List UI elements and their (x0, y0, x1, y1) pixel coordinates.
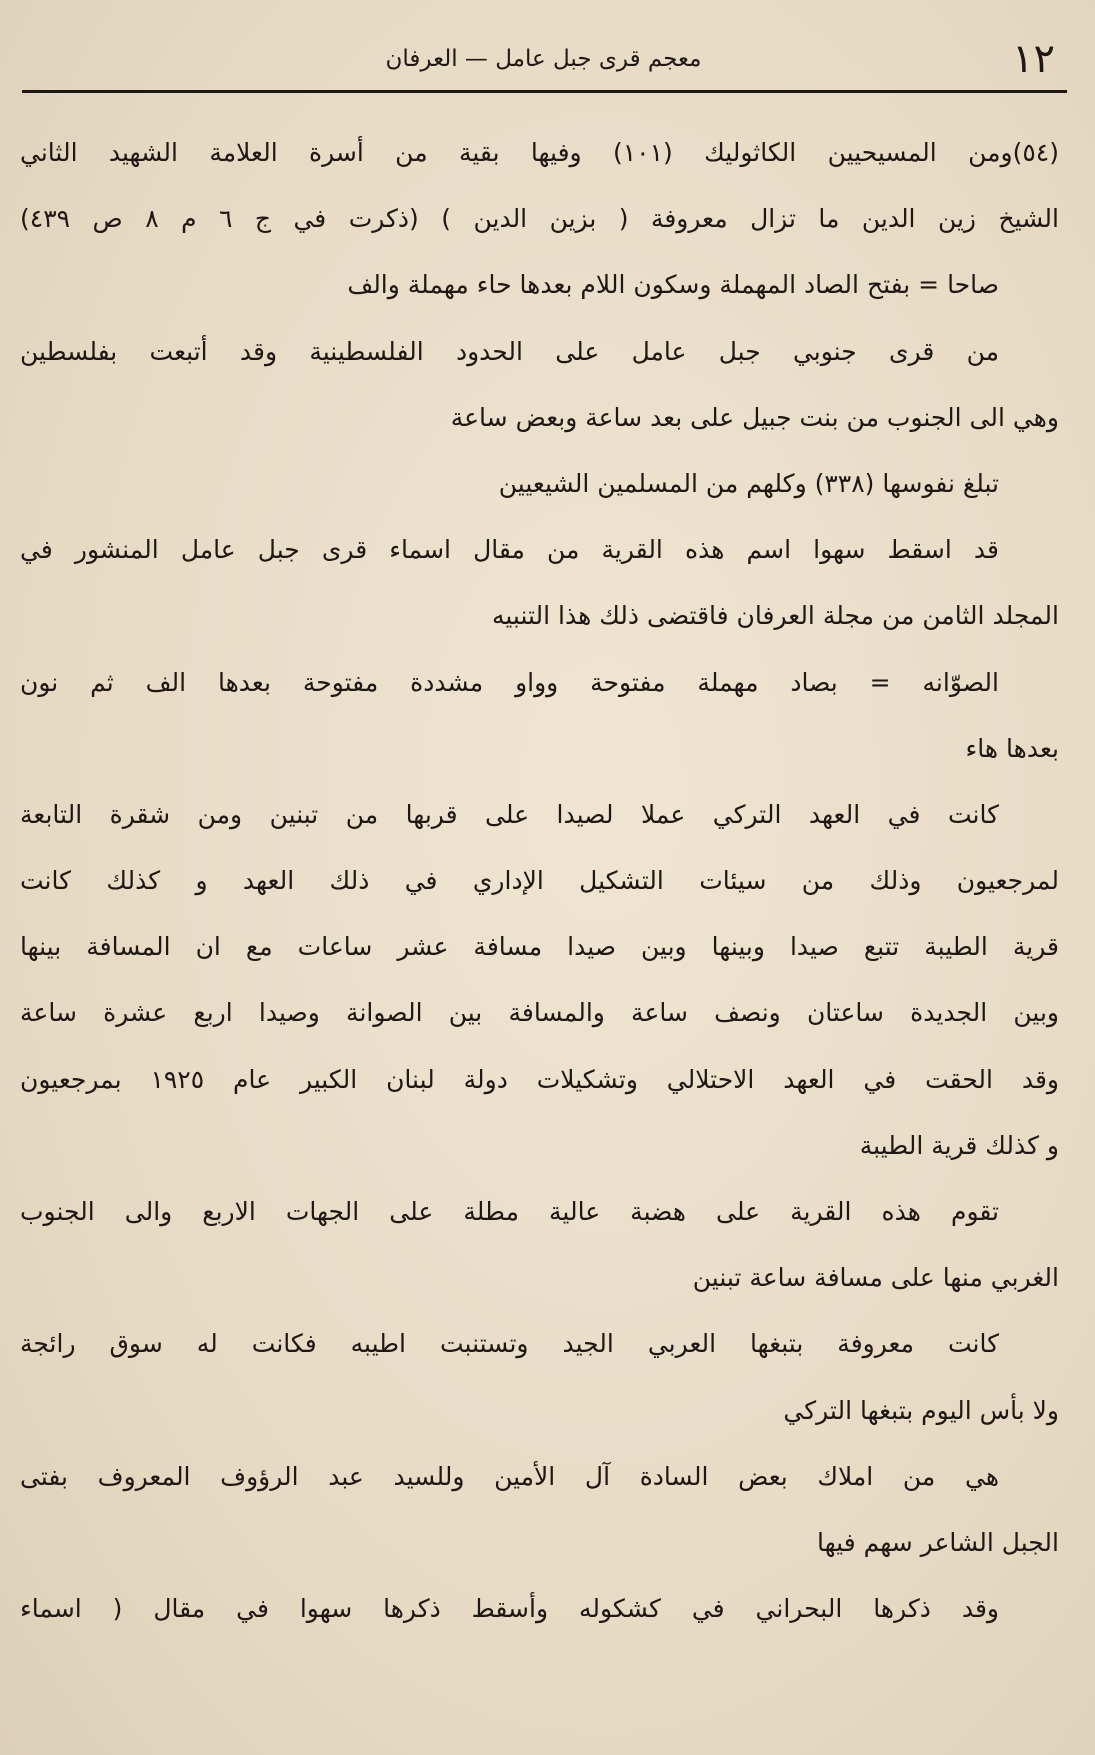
text-line: بعدها هاء (965, 733, 1059, 763)
text-line: الشيخ زين الدين ما تزال معروفة ( بزين الدين ) (ذكرت في ج ٦ م ٨ ص ٤٣٩) (20, 204, 1059, 234)
text-line: وقد الحقت في العهد الاحتلالي وتشكيلات دولة لبنان الكبير عام ١٩٢٥ بمرجعيون (20, 1064, 1059, 1094)
text-line: الغربي منها على مسافة ساعة تبنين (692, 1263, 1059, 1293)
text-line: كانت معروفة بتبغها العربي الجيد وتستنبت اطيبه فكانت له سوق رائجة (20, 1329, 999, 1359)
text-line: وبين الجديدة ساعتان ونصف ساعة والمسافة بين الصوانة وصيدا اربع عشرة ساعة (20, 998, 1059, 1028)
text-line: كانت في العهد التركي عملا لصيدا على قربها من تبنين ومن شقرة التابعة (20, 799, 999, 829)
text-line: صاحا = بفتح الصاد المهملة وسكون اللام بعدها حاء مهملة والف (347, 270, 999, 300)
page-header (22, 36, 1065, 84)
text-line: وهي الى الجنوب من بنت جبيل على بعد ساعة وبعض ساعة (450, 402, 1059, 432)
text-line: قد اسقط سهوا اسم هذه القرية من مقال اسماء قرى جبل عامل المنشور في (20, 535, 999, 565)
text-line: (٥٤)ومن المسيحيين الكاثوليك (١٠١) وفيها بقية من أسرة العلامة الشهيد الثاني (20, 138, 1059, 167)
text-line: قرية الطيبة تتبع صيدا وبينها وبين صيدا مسافة عشر ساعات مع ان المسافة بينها (20, 932, 1059, 962)
text-line: تقوم هذه القرية على هضبة عالية مطلة على الجهات الاربع والى الجنوب (20, 1197, 999, 1226)
text-line: الجبل الشاعر سهم فيها (817, 1527, 1059, 1557)
text-line: لمرجعيون وذلك من سيئات التشكيل الإداري في ذلك العهد و كذلك كانت (20, 866, 1059, 896)
text-line: من قرى جنوبي جبل عامل على الحدود الفلسطينية وقد أتبعت بفلسطين (20, 336, 999, 366)
header-rule (22, 90, 1067, 93)
text-line: المجلد الثامن من مجلة العرفان فاقتضى ذلك هذا التنبيه (491, 601, 1059, 631)
running-title: معجم قرى جبل عامل — العرفان (385, 46, 702, 72)
text-line: تبلغ نفوسها (٣٣٨) وكلهم من المسلمين الشيعيين (498, 468, 999, 498)
page-number: ١٢ (1012, 36, 1055, 82)
text-line: هي من املاك بعض السادة آل الأمين وللسيد عبد الرؤوف المعروف بفتى (20, 1461, 999, 1491)
text-line: وقد ذكرها البحراني في كشكوله وأسقط ذكرها سهوا في مقال ( اسماء (20, 1594, 999, 1624)
text-line: و كذلك قرية الطيبة (859, 1130, 1059, 1160)
text-line: الصوّانه = بصاد مهملة مفتوحة وواو مشددة مفتوحة بعدها الف ثم نون (20, 667, 999, 697)
text-line: ولا بأس اليوم بتبغها التركي (783, 1395, 1059, 1425)
page-body (20, 120, 1059, 1642)
